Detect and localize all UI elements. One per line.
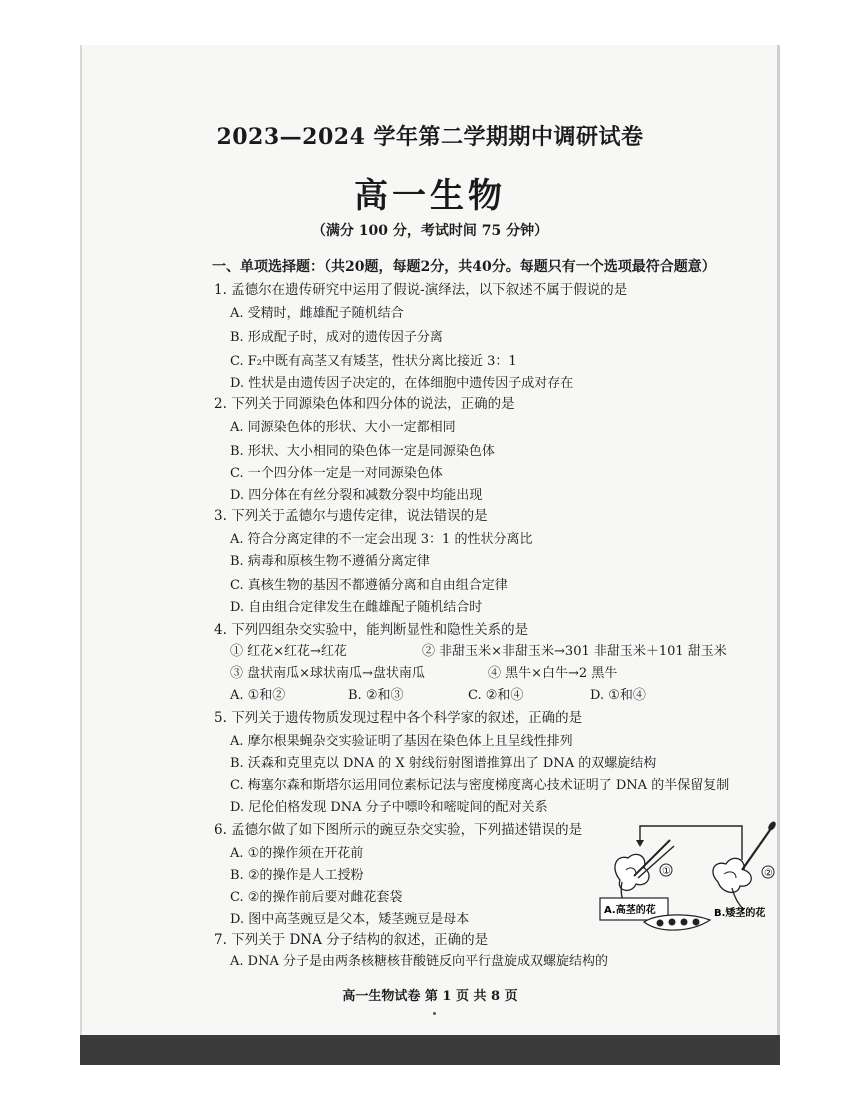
question-4-option-a: A. ①和②	[230, 688, 286, 703]
question-1-option-c: C. F₂中既有高茎又有矮茎，性状分离比接近 3：1	[230, 354, 517, 369]
flower-b-icon	[713, 820, 777, 910]
question-4-cross-1: ① 红花×红花→红花	[230, 644, 347, 659]
question-5-option-b: B. 沃森和克里克以 DNA 的 X 射线衍射图谱推算出了 DNA 的双螺旋结构	[230, 756, 657, 771]
question-4-stem: 4. 下列四组杂交实验中，能判断显性和隐性关系的是	[214, 622, 529, 638]
figure-label-a: A.高茎的花	[604, 905, 656, 916]
figure-label-b: B.矮茎的花	[714, 908, 766, 919]
question-5-option-c: C. 梅塞尔森和斯塔尔运用同位素标记法与密度梯度离心技术证明了 DNA 的半保留复制	[230, 778, 730, 793]
exam-title: 2023—2024 学年第二学期期中调研试卷	[216, 124, 644, 150]
figure-step-1: ①	[662, 866, 671, 877]
question-4-cross-2: ② 非甜玉米×非甜玉米→301 非甜玉米＋101 甜玉米	[422, 644, 727, 659]
question-6-option-b: B. ②的操作是人工授粉	[230, 868, 364, 883]
scan-dot	[433, 1012, 436, 1015]
question-6-option-c: C. ②的操作前后要对雌花套袋	[230, 890, 403, 905]
question-2-option-a: A. 同源染色体的形状、大小一定都相同	[230, 420, 456, 435]
question-3-option-a: A. 符合分离定律的不一定会出现 3：1 的性状分离比	[230, 532, 533, 547]
question-4-cross-3: ③ 盘状南瓜×球状南瓜→盘状南瓜	[230, 666, 425, 681]
scan-bottom-band	[80, 1035, 780, 1065]
question-2-option-d: D. 四分体在有丝分裂和减数分裂中均能出现	[230, 488, 483, 503]
question-7-stem: 7. 下列关于 DNA 分子结构的叙述，正确的是	[214, 932, 489, 948]
exam-subject: 高一生物	[354, 176, 506, 216]
question-1-option-b: B. 形成配子时，成对的遗传因子分离	[230, 330, 443, 345]
question-3-option-b: B. 病毒和原核生物不遵循分离定律	[230, 554, 430, 569]
exam-note: （满分 100 分，考试时间 75 分钟）	[311, 223, 549, 239]
question-2-option-c: C. 一个四分体一定是一对同源染色体	[230, 466, 443, 481]
figure-step-2: ②	[764, 868, 773, 879]
question-6-option-d: D. 图中高茎豌豆是父本，矮茎豌豆是母本	[230, 912, 470, 927]
question-2-stem: 2. 下列关于同源染色体和四分体的说法，正确的是	[214, 396, 515, 412]
question-1-stem: 1. 孟德尔在遗传研究中运用了假说-演绎法，以下叙述不属于假说的是	[214, 282, 628, 298]
question-1-option-a: A. 受精时，雌雄配子随机结合	[230, 306, 404, 321]
section-heading: 一、单项选择题：（共20题，每题2分，共40分。每题只有一个选项最符合题意）	[212, 259, 716, 275]
page-footer: 高一生物试卷 第 1 页 共 8 页	[342, 989, 518, 1004]
question-4-cross-4: ④ 黑牛×白牛→2 黑牛	[488, 666, 618, 681]
question-6-option-a: A. ①的操作须在开花前	[230, 846, 364, 861]
question-3-option-c: C. 真核生物的基因不都遵循分离和自由组合定律	[230, 578, 508, 593]
question-4-option-c: C. ②和④	[468, 688, 524, 703]
question-4-option-b: B. ②和③	[348, 688, 404, 703]
question-3-option-d: D. 自由组合定律发生在雌雄配子随机结合时	[230, 600, 483, 615]
question-5-stem: 5. 下列关于遗传物质发现过程中各个科学家的叙述，正确的是	[214, 710, 583, 726]
question-7-option-a: A. DNA 分子是由两条核糖核苷酸链反向平行盘旋成双螺旋结构的	[230, 954, 608, 969]
question-4-option-d: D. ①和④	[590, 688, 646, 703]
pea-hybridization-figure	[592, 820, 782, 940]
question-5-option-d: D. 尼伦伯格发现 DNA 分子中嘌呤和嘧啶间的配对关系	[230, 800, 548, 815]
pea-hybridization-illustration	[592, 820, 782, 940]
question-3-stem: 3. 下列关于孟德尔与遗传定律，说法错误的是	[214, 508, 488, 524]
question-2-option-b: B. 形状、大小相同的染色体一定是同源染色体	[230, 444, 495, 459]
question-6-stem: 6. 孟德尔做了如下图所示的豌豆杂交实验，下列描述错误的是	[214, 822, 583, 838]
question-5-option-a: A. 摩尔根果蝇杂交实验证明了基因在染色体上且呈线性排列	[230, 734, 573, 749]
question-1-option-d: D. 性状是由遗传因子决定的，在体细胞中遗传因子成对存在	[230, 376, 574, 391]
